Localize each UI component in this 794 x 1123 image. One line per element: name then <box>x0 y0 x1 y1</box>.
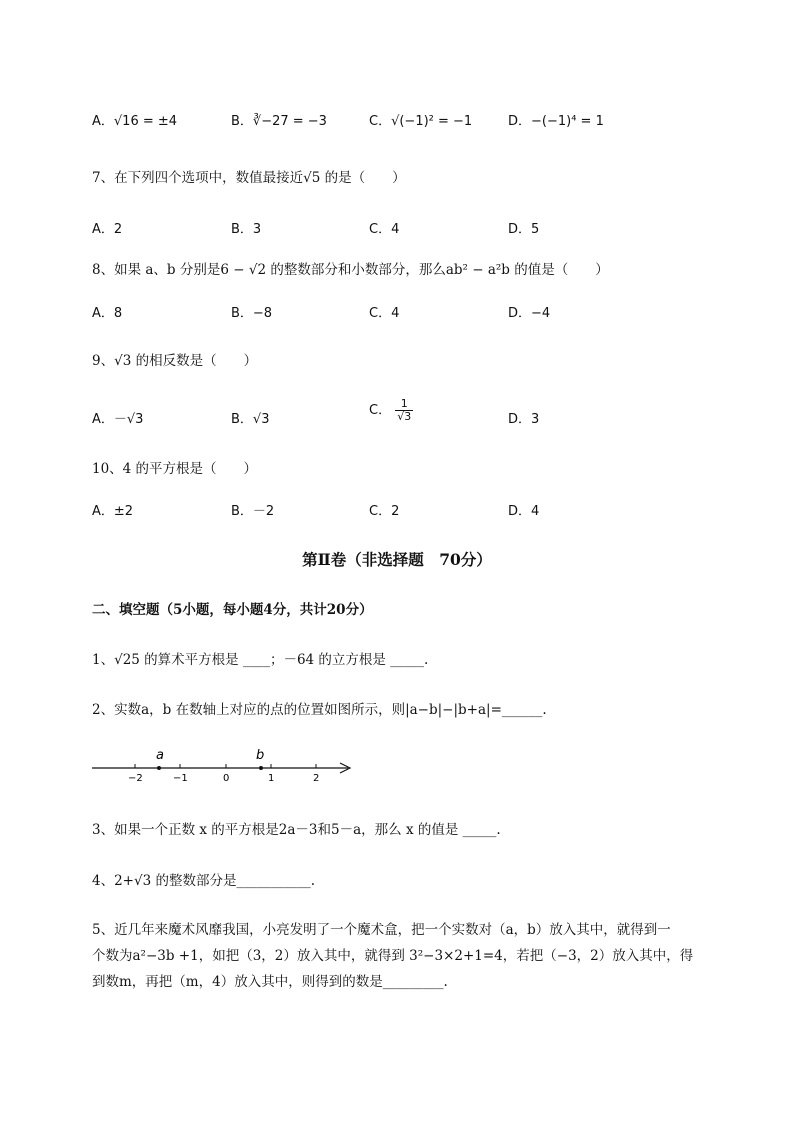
q10-option-a: A．±2 <box>92 504 134 519</box>
tick-label-2: 2 <box>313 773 320 784</box>
section-title: 第Ⅱ卷（非选择题 70分） <box>302 550 492 569</box>
q8-option-d: D．−4 <box>508 306 551 321</box>
q9-option-c-fraction <box>395 398 413 423</box>
number-line-svg <box>90 744 360 784</box>
q7-option-b: B．3 <box>231 222 262 237</box>
q7-stem: 7、在下列四个选项中，数值最接近√5 的是（ ） <box>92 170 406 186</box>
q9-option-c <box>369 398 413 423</box>
point-a-label: a <box>156 748 164 763</box>
point-b-label: b <box>256 748 265 763</box>
tick-label-1: 1 <box>268 773 275 784</box>
fill-q2: 2、实数a，b 在数轴上对应的点的位置如图所示，则|a−b|−|b+a|=______. <box>92 702 547 718</box>
q6-option-a: A．√16 = ±4 <box>92 114 178 129</box>
q6-option-c: C．√(−1)² = −1 <box>369 114 473 129</box>
fill-q5-line2: 个数为a²−3b +1，如把（3，2）放入其中，就得到 3²−3×2+1=4，若把（−3，2）放入其中，得 <box>92 948 694 964</box>
q9-option-b: B．√3 <box>231 412 270 427</box>
q8-stem: 8、如果 a、b 分别是6 − √2 的整数部分和小数部分，那么ab² − a²b 的值是（ ） <box>92 262 609 278</box>
q10-stem: 10、4 的平方根是（ ） <box>92 461 258 477</box>
q10-option-b: B．－2 <box>231 504 275 519</box>
q8-option-a: A．8 <box>92 306 123 321</box>
q7-option-c: C．4 <box>369 222 400 237</box>
fill-q5-line3: 到数m，再把（m，4）放入其中，则得到的数是_________. <box>92 974 448 990</box>
q9-option-d: D．3 <box>508 412 540 427</box>
q9-stem: 9、√3 的相反数是（ ） <box>92 353 258 369</box>
q7-option-d: D．5 <box>508 222 540 237</box>
tick-label-neg1: −1 <box>173 773 188 784</box>
fill-q5-line1: 5、近几年来魔术风靡我国，小亮发明了一个魔术盒，把一个实数对（a，b）放入其中，就得到一 <box>92 922 671 938</box>
point-b-dot <box>259 766 263 770</box>
tick-label-0: 0 <box>223 773 230 784</box>
tick-label-neg2: −2 <box>128 773 143 784</box>
q8-option-b: B．−8 <box>231 306 273 321</box>
fraction-denominator: √3 <box>397 410 412 424</box>
q10-option-c: C．2 <box>369 504 400 519</box>
q6-option-b: B．∛−27 = −3 <box>231 114 327 129</box>
q9-option-c-prefix: C． <box>369 403 392 419</box>
part-title: 二、填空题（5小题，每小题4分，共计20分） <box>92 602 373 618</box>
fraction-numerator: 1 <box>395 398 413 411</box>
fill-q3: 3、如果一个正数 x 的平方根是2a－3和5－a，那么 x 的值是 _____. <box>92 822 501 838</box>
q8-option-c: C．4 <box>369 306 400 321</box>
q6-option-d: D．−(−1)⁴ = 1 <box>508 114 604 129</box>
number-line <box>90 744 360 784</box>
q7-option-a: A．2 <box>92 222 123 237</box>
fill-q4: 4、2+√3 的整数部分是___________. <box>92 873 316 889</box>
fill-q1: 1、√25 的算术平方根是 ____；－64 的立方根是 _____. <box>92 652 429 668</box>
q9-option-a: A．－√3 <box>92 412 144 427</box>
point-a-dot <box>157 766 161 770</box>
q10-option-d: D．4 <box>508 504 540 519</box>
